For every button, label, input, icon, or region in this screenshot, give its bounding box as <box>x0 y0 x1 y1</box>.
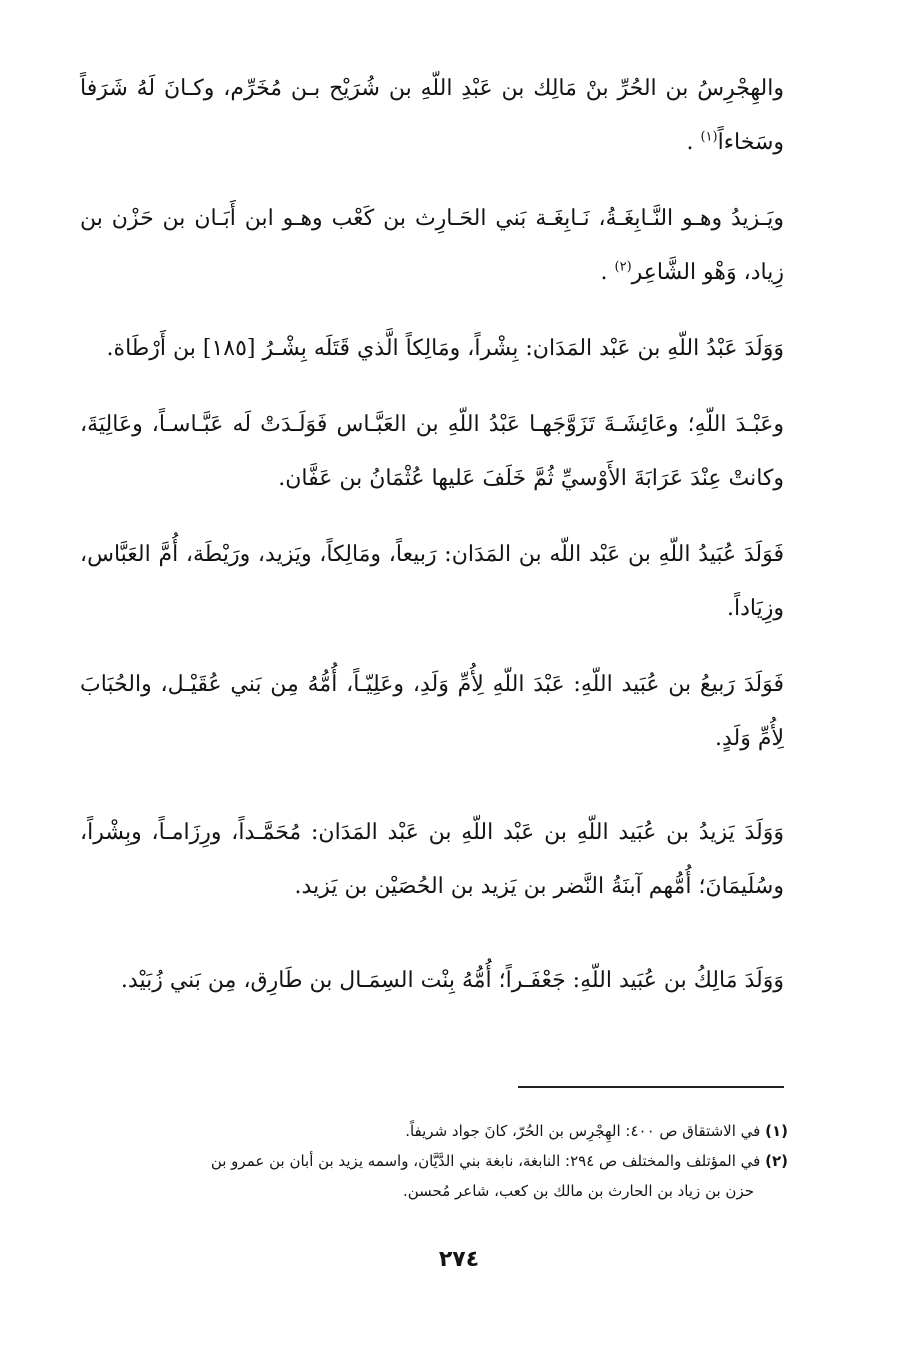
footnote-2-continuation <box>80 1176 788 1206</box>
paragraph-text: والهِجْرِسُ بن الحُرِّ بنْ مَالِك بن عَبْدِ اللّهِ بن شُرَيْح بـن مُخَرِّم، وكـانَ لَهُ شَرَفاً وسَخاءاً <box>80 76 784 155</box>
paragraph-text: وَوَلَدَ يَزيدُ بن عُبَيد اللّهِ بن عَبْد اللّهِ بن عَبْد المَدَان: مُحَمَّـداً، ورِزَامـاً، وبِشْراً، وسُلَيمَانَ؛ أُمُّهم آبنَةُ النَّضر بن يَزيد بن الحُصَيْن بن يَزيد. <box>80 820 785 899</box>
footnote-separator <box>518 1086 784 1088</box>
paragraph-4 <box>80 398 784 506</box>
footnote-number: (٢) <box>765 1152 788 1170</box>
footnote-ref-2[interactable]: (٢) <box>614 259 632 275</box>
paragraph-text: فَوَلَدَ عُبَيدُ اللّهِ بن عَبْد اللّه بن المَدَان: رَبيعاً، ومَالِكاً، ويَزيد، ورَيْطَة، أُمَّ العَبَّاس، وزِيَاداً. <box>80 542 784 621</box>
footnote-ref-1[interactable]: (١) <box>700 129 718 145</box>
footnote-text: في المؤتلف والمختلف ص ٢٩٤: النابغة، نابغة بني الدَّيَّان، واسمه يزيد بن أبان بن عمرو بن <box>210 1152 766 1170</box>
paragraph-text: وَوَلَدَ عَبْدُ اللّهِ بن عَبْد المَدَان: بِشْراً، ومَالِكاً الَّذي قَتَلَه بِشْـرُ [١٨٥] بن أَرْطَاة. <box>106 336 784 361</box>
paragraph-text: وعَبْـدَ اللّهِ؛ وعَائِشَـةَ تَزَوَّجَهـا عَبْدُ اللّهِ بن العَبَّـاس فَوَلَـدَتْ لَه عَبَّـاسـاً، وعَالِيَةَ، وكانتْ عِنْدَ عَرَابَةَ الأَوْسيِّ ثُمَّ خَلَفَ عَليها عُثْمَانُ بن عَفَّان. <box>80 412 784 491</box>
paragraph-2 <box>80 192 784 300</box>
page-number: ٢٧٤ <box>438 1247 480 1272</box>
paragraph-7 <box>80 806 784 914</box>
paragraph-text: ويَـزيدُ وهـو النَّـابِغَـةُ، نَـابِغَـة بَني الحَـارِث بن كَعْب وهـو ابن أَبَـان بن حَزْن بن زِياد، وَهْو الشَّاعِر <box>80 206 784 285</box>
paragraph-8 <box>80 954 784 1008</box>
paragraph-text: وَوَلَدَ مَالِكُ بن عُبَيد اللّهِ: جَعْفَـراً؛ أُمُّهُ بِنْت السِمَـال بن طَارِق، مِن بَني زُبَيْد. <box>120 968 784 993</box>
main-text <box>80 62 784 1030</box>
paragraph-end: . <box>686 130 701 155</box>
footnote-number: (١) <box>765 1122 788 1140</box>
paragraph-3 <box>80 322 784 376</box>
footnote-1 <box>80 1116 788 1146</box>
footnote-text: في الاشتقاق ص ٤٠٠: الهِجْرِس بن الحُرّ، كانَ جواد شريفاً. <box>405 1122 766 1140</box>
paragraph-6 <box>80 658 784 766</box>
paragraph-text: فَوَلَدَ رَبيعُ بن عُبَيد اللّهِ: عَبْدَ اللّهِ لِأُمِّ وَلَدِ، وعَلِيّـاً، أُمُّهُ مِن بَني عُقَيْـل، والحُبَابَ لِأُمِّ وَلَدٍ. <box>80 672 784 751</box>
paragraph-end: . <box>600 260 615 285</box>
paragraph-5 <box>80 528 784 636</box>
footnote-2 <box>80 1146 788 1176</box>
footnotes <box>80 1116 788 1206</box>
footnote-text: حزن بن زياد بن الحارث بن مالك بن كعب، شاعر مُحسن. <box>402 1182 754 1200</box>
paragraph-1 <box>80 62 784 170</box>
